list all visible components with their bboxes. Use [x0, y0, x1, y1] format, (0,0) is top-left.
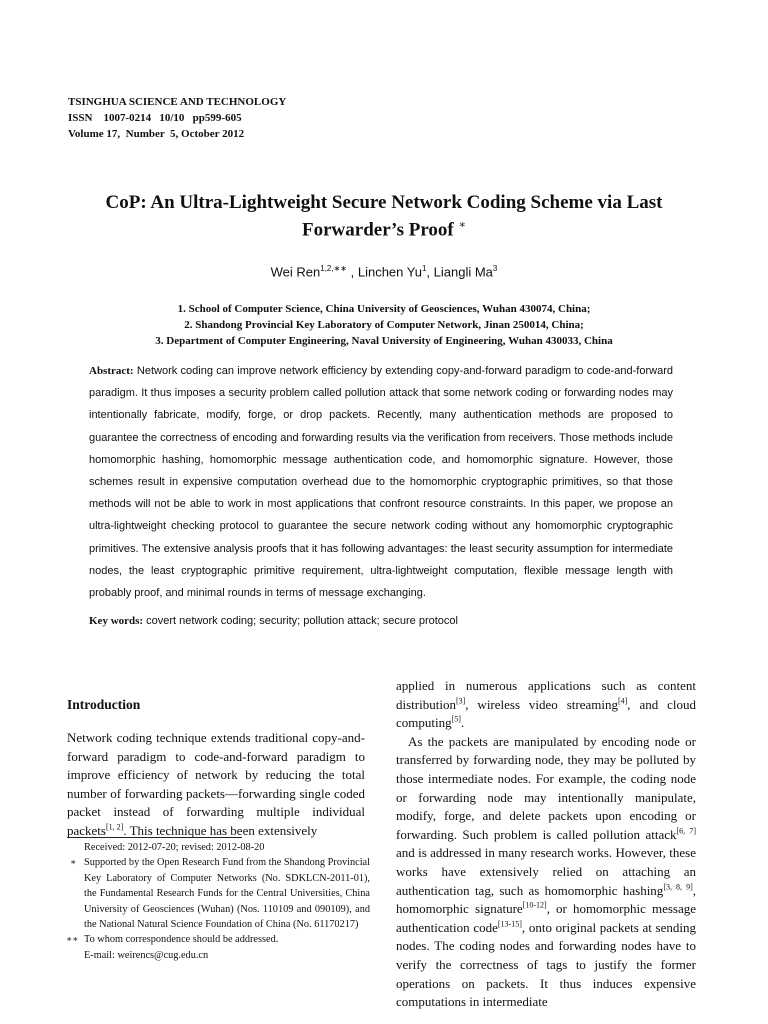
abstract-label: Abstract:: [89, 365, 134, 377]
intro-left-tail: . This technique has been extensively: [123, 822, 318, 838]
affiliations: [40, 301, 728, 349]
paragraph-text: , and cloud computing: [396, 696, 696, 731]
paper-title: [40, 191, 728, 241]
keywords-text: covert network coding; security; pollution attack; secure protocol: [146, 615, 458, 627]
citation: [4]: [617, 696, 628, 706]
received-dates: Received: 2012-07-20; revised: 2012-08-20: [84, 842, 265, 853]
journal-header: [68, 94, 286, 142]
author-list: Wei Ren$^{1,2,∗∗}$ , Linchen Yu$^1$, Liangli Ma$^3$: [270, 264, 498, 280]
paragraph-text: , homomorphic signature: [396, 882, 696, 917]
abstract-text: Network coding can improve network efficiency by extending copy-and-forward paradigm to code-and-forward paradigm. It thus imposes a security problem called pollution attack that some network coding or forwarding nodes may intentionally fabricate, modify, forge, or drop packets. Recently, many authentication methods are proposed to guarantee the correctness of encoding and forwarding results via the verification from receivers. Those methods include homomorphic hashing, homomorphic message authentication code, and homomorphic signature. However, those schemes result in expensive computation overhead due to the homomorphic cryptographic primitives, so that those methods will not be able to work in most applications that confront resource constraints. In this paper, we propose an ultra-lightweight checking protocol to guarantee the secure network coding without any homomorphic cryptographic primitives. The extensive analysis proofs that it has following advantages: the least security assumption for intermediate nodes, the least cryptographic primitive requirement, ultra-lightweight computation, flexible message length with probably proof, and minimal rounds in terms of message exchanging.: [89, 365, 673, 600]
citation: [3]: [455, 696, 466, 706]
intro-paragraph-2: [396, 733, 696, 1012]
paragraph-text: applied in numerous applications such as content distribution: [396, 678, 696, 712]
citation: [3, 8, 9]: [663, 882, 693, 892]
keywords: [89, 612, 673, 630]
citation: [6, 7]: [676, 826, 697, 836]
correspondence-footnote: [66, 932, 370, 947]
paragraph-text: As the packets are manipulated by encoding node or transferred by forwarding node, they may be polluted by those intermediate nodes. For example, the coding node or forwarding node may intentionally manipulate, modify, forge, and delete packets upon encoding or forwarding. Such problem is called pollution attack: [396, 733, 696, 842]
funding-footnote: [72, 855, 370, 932]
footnote-mark: ∗: [70, 857, 77, 868]
paragraph-text: , wireless video streaming: [465, 696, 618, 712]
author-name: Linchen Yu: [357, 264, 422, 280]
affiliation: 2. Shandong Provincial Key Laboratory of Computer Network, Jinan 250014, China;: [184, 319, 584, 331]
title-line-1: CoP: An Ultra-Lightweight Secure Network Coding Scheme via Last: [105, 192, 663, 213]
keywords-label: Key words:: [89, 615, 144, 627]
paragraph-text: , onto original packets at sending nodes. The coding nodes and forwarding nodes have to verify the correctness of tags to justify the former operations on packets. It thus induces expensive computations in intermediate: [396, 919, 696, 1010]
citation: [5]: [451, 714, 461, 724]
citation: [13-15]: [497, 919, 522, 929]
correspondence-text: To whom correspondence should be addressed.: [84, 934, 279, 946]
abstract: [89, 360, 673, 604]
title-line-2: Forwarder’s Proof: [302, 219, 454, 241]
affiliation: 3. Department of Computer Engineering, Naval University of Engineering, Wuhan 430033, China: [155, 335, 613, 347]
journal-name: TSINGHUA SCIENCE AND TECHNOLOGY: [68, 96, 287, 108]
affiliation: 1. School of Computer Science, China University of Geosciences, Wuhan 430074, China;: [177, 303, 591, 315]
paragraph-text: and is addressed in many research works. However, these works have extensively relied on attaching an authentication tag, such as homomorphic hashing: [396, 845, 696, 898]
citation: [1, 2]: [105, 822, 124, 832]
author-name: Liangli Ma: [433, 264, 493, 280]
section-heading-introduction: Introduction: [67, 697, 141, 712]
right-column: [396, 677, 696, 1012]
issn-line: ISSN 1007-0214 10/10 pp599-605: [68, 112, 242, 124]
author-name: Wei Ren: [270, 264, 321, 280]
left-column: [67, 729, 365, 841]
intro-left-text: Network coding technique extends traditional copy-and-forward paradigm to code-and-forward paradigm to improve efficiency of network by reducing the total number of forwarding packets—forwarding single coded packet instead of forwarding multiple individual packets: [67, 730, 365, 838]
footnote-rule: [67, 837, 242, 838]
citation: [10-12]: [522, 900, 547, 910]
title-footnote-mark: ∗: [458, 219, 466, 231]
footnote-mark: ∗∗: [66, 934, 79, 945]
paragraph-text: .: [460, 715, 465, 731]
author-sup: 1,2,∗∗: [320, 264, 347, 273]
funding-text: Supported by the Open Research Fund from the Shandong Provincial Key Laboratory of Computer Networks (No. SDKLCN-2011-01), the Fundamental Research Funds for the Central Universities, China University of Geosciences (Wuhan) (Nos. 110109 and 090109), and the National Natural Science Foundation of China (No. 61170217): [84, 857, 370, 931]
paragraph-text: , or homomorphic message authentication code: [396, 901, 696, 935]
author-sup: 3: [492, 264, 498, 273]
footnotes: [66, 840, 370, 963]
intro-paragraph-1: [396, 677, 696, 733]
email: E-mail: weirencs@cug.edu.cn: [84, 949, 209, 961]
volume-line: Volume 17, Number 5, October 2012: [68, 128, 245, 140]
author-sup: 1: [421, 264, 427, 273]
